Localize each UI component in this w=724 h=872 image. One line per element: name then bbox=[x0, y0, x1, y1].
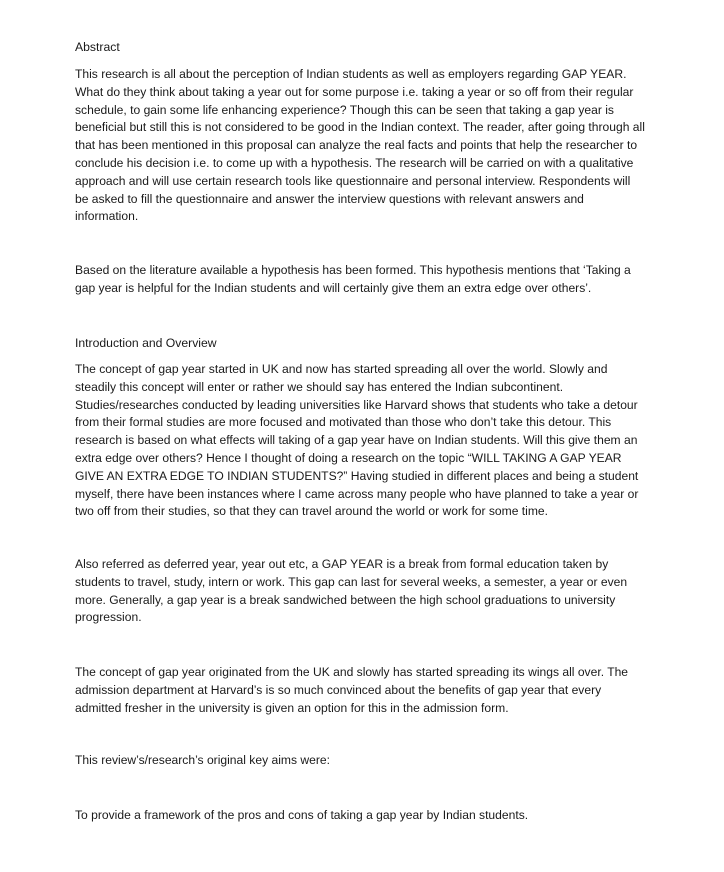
introduction-paragraph-1: The concept of gap year started in UK and now has started spreading all over the world. Slowly and steadily this concept will enter or rather we should say has entered the Indian subcontinent. Studies/researches conducted by leading universities like Harvard shows that students who take a detour from their formal studies are more focused and motivated than those who don’t take this detour. This research is based on what effects will taking of a gap year have on Indian students. Will this give them an extra edge over others? Hence I thought of doing a research on the topic “WILL TAKING A GAP YEAR GIVE AN EXTRA EDGE TO INDIAN STUDENTS?” Having studied in different places and being a student myself, there have been instances where I came across many people who have planned to take a year or two off from their studies, so that they can travel around the world or work for some time. bbox=[75, 362, 639, 519]
introduction-paragraph-2: Also referred as deferred year, year out etc, a GAP YEAR is a break from formal education taken by students to travel, study, intern or work. This gap can last for several weeks, a semester, a year or even more. Generally, a gap year is a break sandwiched between the high school graduations to university progression. bbox=[75, 557, 628, 625]
abstract-paragraph-2: Based on the literature available a hypothesis has been formed. This hypothesis mentions that ‘Taking a gap year is helpful for the Indian students and will certainly give them an extra edge over others’. bbox=[75, 263, 631, 295]
abstract-paragraph-1: This research is all about the perception of Indian students as well as employers regarding GAP YEAR. What do they think about taking a year out for some purpose i.e. taking a year or so off from their regular schedule, to gain some life enhancing experience? Though this can be seen that taking a gap year is beneficial but still this is not considered to be good in the Indian context. The reader, after going through all that has been mentioned in this proposal can analyze the real facts and points that help the researcher to conclude his decision i.e. to come up with a hypothesis. The research will be carried on with a qualitative approach and will use certain research tools like questionnaire and personal interview. Respondents will be asked to fill the questionnaire and answer the interview questions with relevant answers and information. bbox=[75, 67, 645, 224]
aims-intro: This review’s/research’s original key aims were: bbox=[75, 753, 330, 767]
abstract-heading: Abstract bbox=[75, 40, 120, 54]
aim-item-1: To provide a framework of the pros and cons of taking a gap year by Indian students. bbox=[75, 808, 529, 822]
introduction-paragraph-3: The concept of gap year originated from the UK and slowly has started spreading its wings all over. The admission department at Harvard’s is so much convinced about the benefits of gap year that every admitted fresher in the university is given an option for this in the admission form. bbox=[75, 665, 629, 715]
introduction-heading: Introduction and Overview bbox=[75, 336, 217, 350]
